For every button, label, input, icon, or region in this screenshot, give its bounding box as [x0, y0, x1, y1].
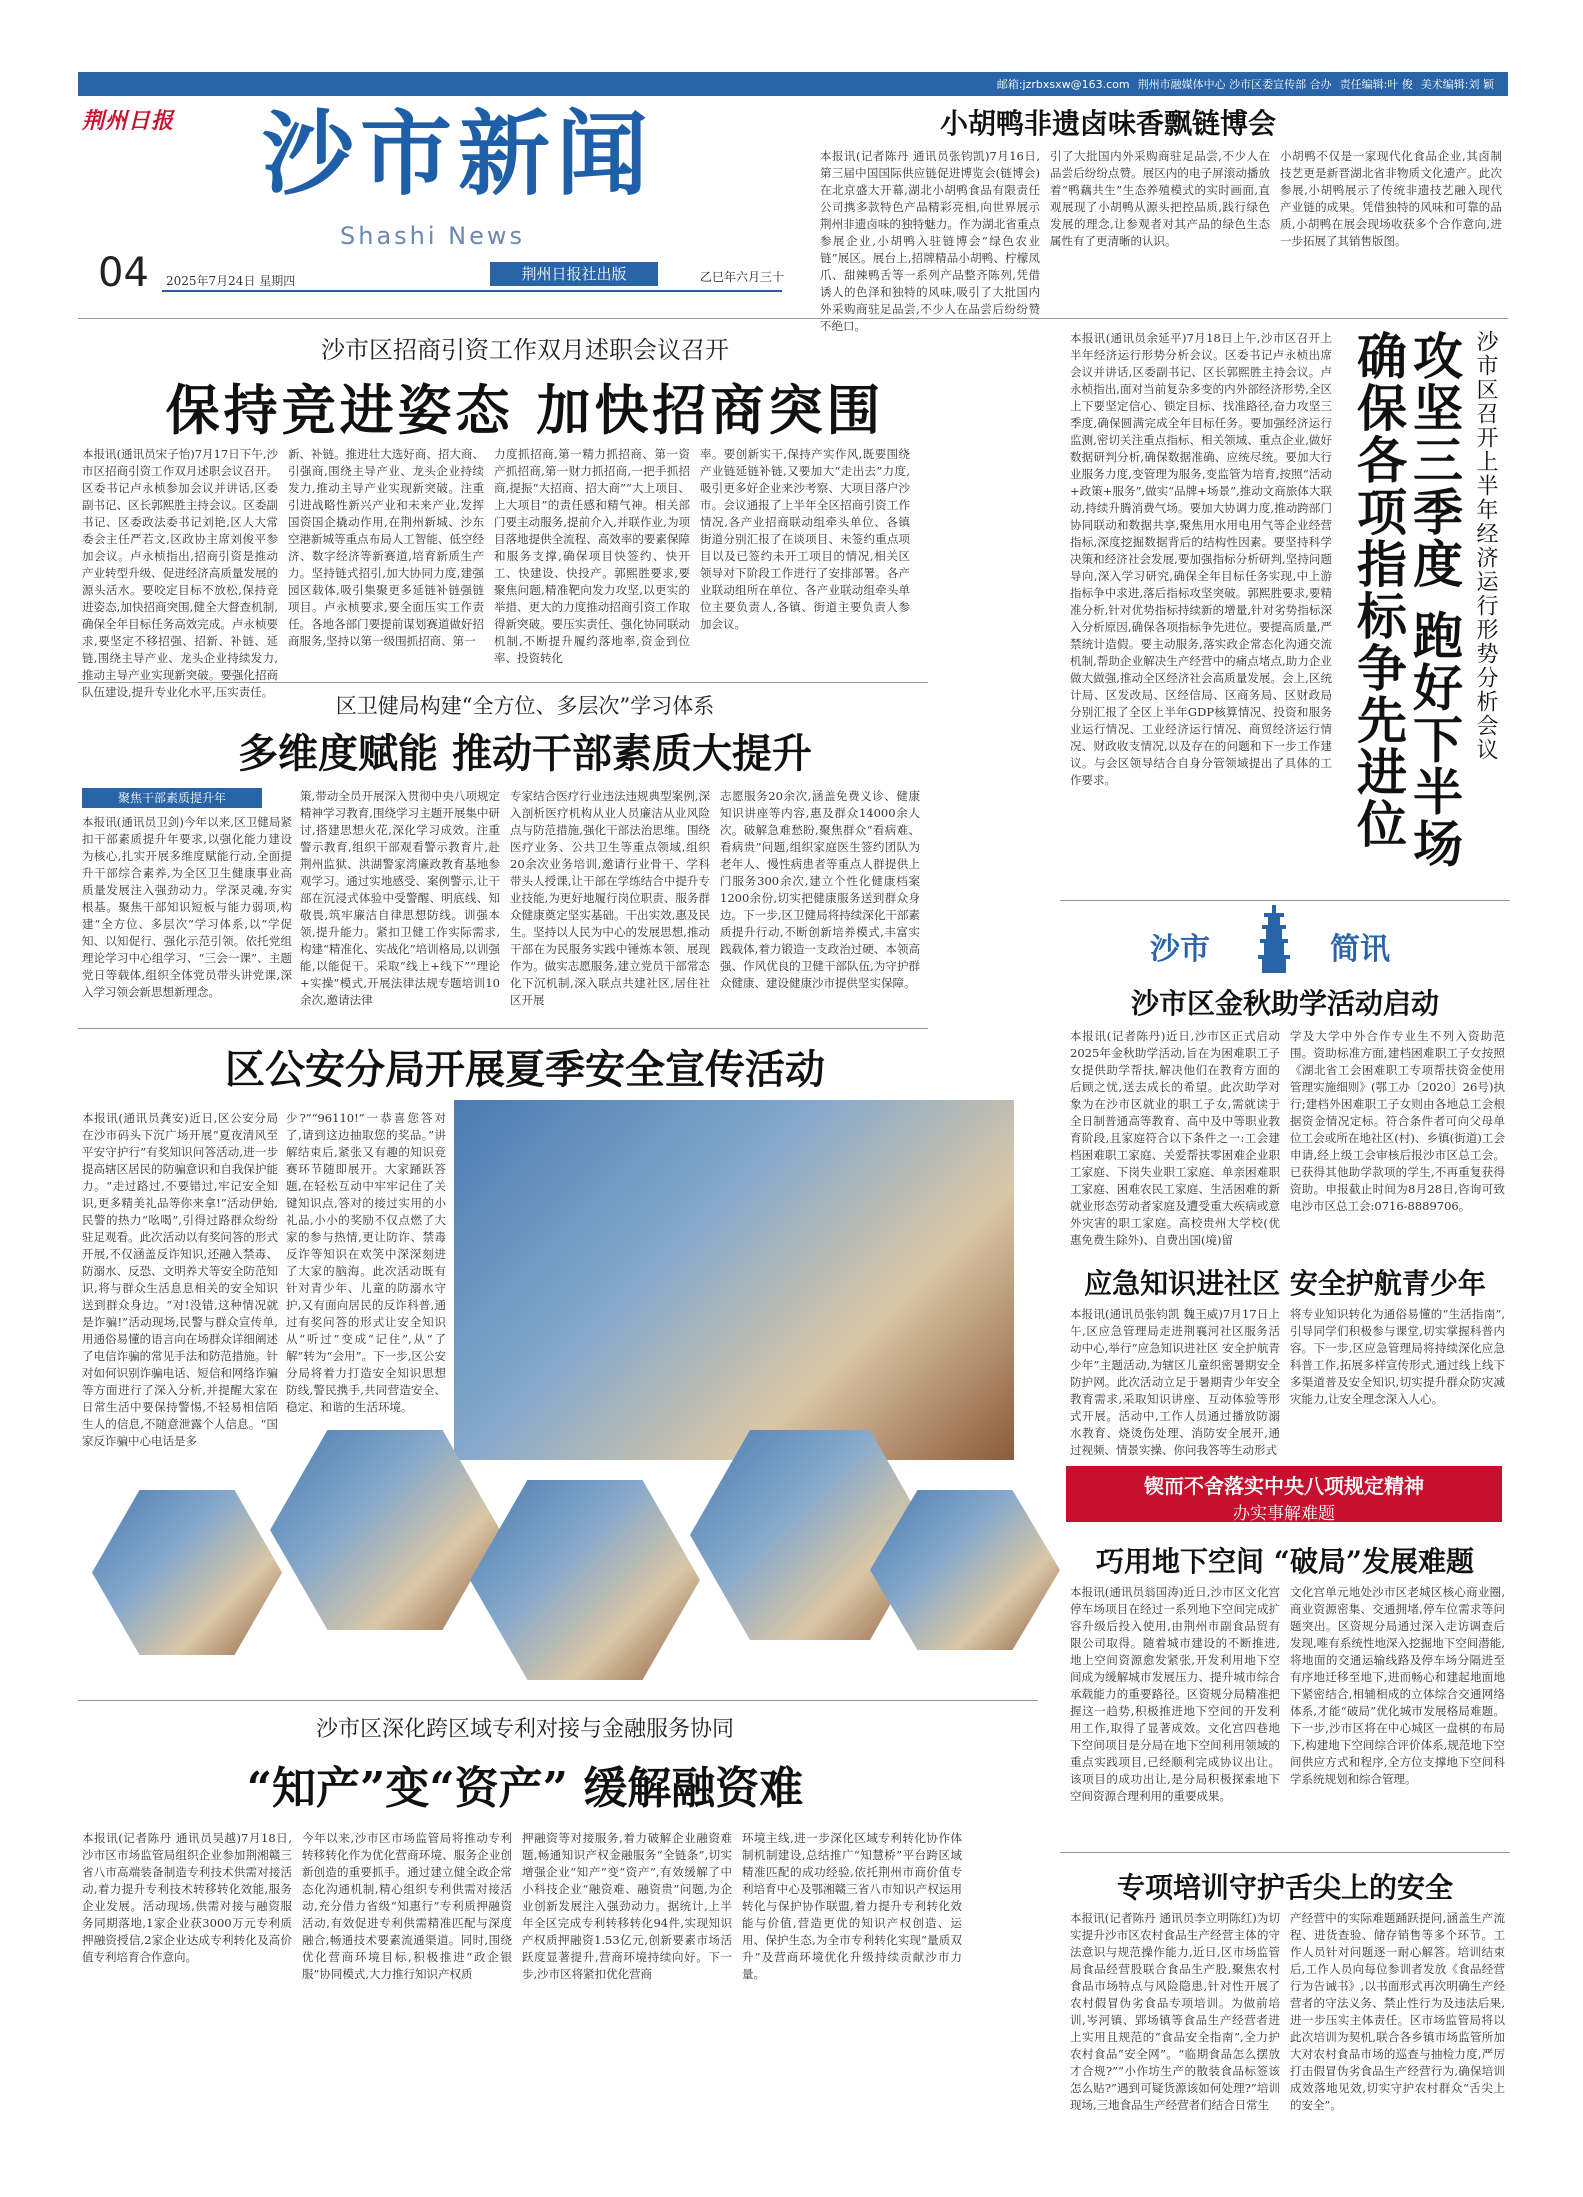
page-title: 沙市新闻: [262, 100, 655, 208]
duck-col3: 小胡鸭不仅是一家现代化食品企业,其卤制技艺更是新晋湖北省非物质文化遗产。此次参展,小胡鸭展示了传统非遗技艺融入现代产业链的成果。凭借独特的风味和可靠的品质,小胡鸭在展会现场收获多个合作意向,进一步拓展了其销售版图。: [1280, 149, 1502, 248]
header-rule: [162, 290, 782, 292]
email-text: 邮箱:jzrbxsxw@163.com: [996, 78, 1130, 91]
page-number: 04: [98, 250, 149, 296]
brief-label-left: 沙市: [1150, 932, 1210, 967]
study-tag: 聚焦干部素质提升年: [82, 788, 262, 808]
patent-headline: “知产”变“资产” 缓解融资难: [246, 1763, 804, 1814]
food-headline: 专项培训守护舌尖上的安全: [1116, 1871, 1453, 1904]
police-col2: 少?”“96110!”一恭喜您答对了,请到这边抽取您的奖品。”讲解结束后,紧张又有趣的知识竞赛环节随即展开。大家踊跃答题,在轻松互动中牢牢记住了关键知识点,答对的接过实用的小礼品,小小的奖励不仅点燃了大家的参与热情,更让防诈、禁毒反诈等知识在欢笑中深深刻进了大家的脑海。此次活动既有针对青少年、儿童的防溺水守护,又有面向居民的反诈科普,通过有奖问答的形式让安全知识从“听过”变成“记住”,从“了解”转为“会用”。下一步,区公安分局将着力打造安全知识思想防线,警民携手,共同营造安全、稳定、和谐的生活环境。: [286, 1111, 446, 1414]
patent-col4: 环境主线,进一步深化区域专利转化协作体制机制建设,总结推广“知慧桥”平台跨区域精准匹配的成功经验,依托荆州市商价值专利培育中心及鄂湘赣三省八市知识产权运用转化与保护协作联盟,着力提升专利转化效能与价值,营造更优的知识产权创造、运用、保护生态,为全市专利转化实现“量质双升”及营商环境优化升级持续贡献沙市力量。: [742, 1831, 962, 1981]
police-col1: 本报讯(通讯员龚安)近日,区公安分局在沙市码头下沉广场开展“夏夜清风至 平安守护行”有奖知识问答活动,进一步提高辖区居民的防骗意识和自我保护能力。“走过路过,不要错过,牢记安全知识,更多精美礼品等你来拿!”活动伊始,民警的热力“吆喝”,引得过路群众纷纷驻足观看。此次活动以有奖问答的形式开展,不仅涵盖反诈知识,还融入禁毒、防溺水、反恐、文明养犬等安全防范知识,将与群众生活息息相关的安全知识送到群众身边。“对!没错,这种情况就是诈骗!”活动现场,民警与群众宣传单,用通俗易懂的语言向在场群众详细阐述了电信诈骗的常见手法和防范措施。针对如何识别诈骗电话、短信和网络诈骗等方面进行了深入分析,并提醒大家在日常生活中要保持警惕,不轻易相信陌生人的信息,不随意泄露个人信息。“国家反诈骗中心电话是多: [82, 1111, 278, 1448]
campaign-banner: [1066, 1466, 1502, 1522]
invest-kicker: 沙市区招商引资工作双月述职会议召开: [321, 336, 729, 364]
patent-kicker: 沙市区深化跨区域专利对接与金融服务协同: [315, 1717, 734, 1742]
econ-body: 本报讯(通讯员余延平)7月18日上午,沙市区召开上半年经济运行形势分析会议。区委书记卢永桢出席会议并讲话,区委副书记、区长郭熙胜主持会议。卢永桢指出,面对当前复杂多变的内外部经济形势,全区上下要坚定信心、锁定目标、找准路径,奋力攻坚三季度,确保圆满完成全年目标任务。要加强经济运行监测,密切关注重点指标、相关领域、重点企业,做好数据研判分析,确保数据准确、应统尽统。要加大行业服务力度,变管理为服务,变监管为培育,按照“活动+政策+服务”,做实“品牌+场景”,推动文商旅体大联动,持续升腾消费气场。要加大协调力度,推动跨部门协同联动和数据共享,聚焦用水用电用气等企业经营指标,深度挖掘数据背后的结构性因素。要坚持科学决策和经济社会发展,要加强指标分析研判,坚持问题导向,深入学习研究,确保全年目标任务实现,中上游指标争中求进,落后指标攻坚突破。郭熙胜要求,要精准分析,针对优势指标持续新的增量,针对劣势指标深入分析原因,确保各项指标争先进位。要提高质量,严禁统计造假。要主动服务,落实政企常态化沟通交流机制,帮助企业解决生产经营中的痛点堵点,助力企业做大做强,推动全区经济社会高质量发展。会上,区统计局、区发改局、区经信局、区商务局、区财政局分别汇报了全区上半年GDP核算情况、投资和服务业运行情况、工业经济运行情况、商贸经济运行情况、财政收支情况,以及存在的问题和下一步工作建议。与会区领导结合自身分管领域提出了具体的工作要求。: [1070, 331, 1332, 787]
underground-headline: 巧用地下空间 “破局”发展难题: [1096, 1545, 1474, 1578]
duck-col1: 本报讯(记者陈丹 通讯员张钧凯)7月16日,第三届中国国际供应链促进博览会(链博会)在北京盛大开幕,湖北小胡鸭食品有限责任公司携多款特色产品精彩亮相,向世界展示荆州非遗卤味的独特魅力。作为湖北省重点参展企业,小胡鸭入驻链博会“绿色农业链”展区。展台上,招牌精品小胡鸭、柠檬凤爪、甜辣鸭舌等一系列产品整齐陈列,凭借诱人的色泽和独特的风味,吸引了大批国内外采购商驻足品尝,不少人在品尝后纷纷赞不绝口。: [820, 149, 1040, 333]
banner-bottom-text: 办实事解难题: [1233, 1504, 1335, 1524]
invest-col3: 力度抓招商,第一精力抓招商、第一资产抓招商,第一财力抓招商,一把手抓招商,提振“大招商、招大商”“大上项目、上大项目”的责任感和精气神。相关部门要主动服务,提前介入,并联作业,为项目落地提供全流程、高效率的要素保障和服务支撑,确保项目快签约、快开工、快建设、快投产。郭熙胜要求,要聚焦问题,精准靶向发力攻坚,以更实的举措、更大的力度推动招商引资工作取得新突破。要压实责任、强化协同联动机制,不断提升履约落地率,资金到位率、投资转化: [494, 447, 690, 665]
police-photo-main: [454, 1100, 1014, 1460]
emergency-headline: 应急知识进社区 安全护航青少年: [1084, 1267, 1486, 1300]
study-col1: 本报讯(通讯员卫剑)今年以来,区卫健局紧扣干部素质提升年要求,以强化能力建设为核心,扎实开展多维度赋能行动,全面提升干部综合素养,为全区卫生健康事业高质量发展注入强劲动力。学深灵魂,夯实根基。聚焦干部知识短板与能力弱项,构建“全方位、多层次”学习体系,以“学促知、以知促行、强化示范引领。依托党组理论学习中心组学习、“三会一课”、主题党日等载体,组织全体党员带头讲党课,深入学习领会新思想新理念。: [82, 815, 292, 999]
patent-col2: 今年以来,沙市区市场监管局将推动专利转移转化作为优化营商环境、服务企业创新创造的重要抓手。通过建立健全政企常态化沟通机制,精心组织专利供需对接活动,充分借力省级“知惠行”专利质押融资活动,有效促进专利供需精准匹配与深度融合,畅通技术要素流通渠道。同时,围绕优化营商环境目标,积极推进“政企银服”协同模式,大力推行知识产权质: [302, 1831, 512, 1981]
invest-headline: 保持竞进姿态 加快招商突围: [165, 378, 885, 442]
art-editor-text: 美术编辑:刘 颖: [1420, 78, 1494, 91]
study-col4: 志愿服务20余次,涵盖免费义诊、健康知识讲座等内容,惠及群众14000余人次。破解急难愁盼,聚焦群众“看病难、看病贵”问题,组织家庭医生签约团队为老年人、慢性病患者等重点人群提供上门服务300余次,建立个性化健康档案1200余份,切实把健康服务送到群众身边。下一步,区卫健局将持续深化干部素质提升行动,不断创新培养模式,丰富实践载体,着力锻造一支政治过硬、本领高强、作风优良的卫健干部队伍,为守护群众健康、建设健康沙市提供坚实保障。: [720, 789, 920, 990]
autumn-headline: 沙市区金秋助学活动启动: [1130, 987, 1439, 1020]
publisher-box: 荆州日报社出版: [490, 262, 658, 286]
duck-col2: 引了大批国内外采购商驻足品尝,不少人在品尝后纷纷点赞。展区内的电子屏滚动播放着“鸭藕共生”生态养殖模式的实时画面,直观展现了小胡鸭从源头把控品质,践行绿色发展的理念,让参观者对其产品的绿色生态属性有了更清晰的认识。: [1050, 149, 1270, 248]
police-headline: 区公安分局开展夏季安全宣传活动: [225, 1046, 825, 1093]
study-kicker: 区卫健局构建“全方位、多层次”学习体系: [335, 694, 715, 718]
editor-text: 责任编辑:叶 俊: [1339, 78, 1413, 91]
underground-col2: 文化宫单元地处沙市区老城区核心商业圈,商业资源密集、交通拥堵,停车位需求等问题突出。区资规分局通过深入走访调查后发现,唯有系统性地深入挖掘地下空间潜能,将地面的交通运输线路及停车场分隔进至有序地迁移至地下,进而畅心和建起地面地下紧密结合,相辅相成的立体综合交通网络体系,才能“破局”优化城市发展格局难题。下一步,沙市区将在中心城区一盘棋的布局下,构建地下空间综合评价体系,规范地下空间供应方式和程序,全方位支撑地下空间科学系统规划和综合管理。: [1290, 1585, 1505, 1786]
econ-side-kicker: 沙市区召开上半年经济运行形势分析会议: [1473, 330, 1498, 762]
police-photo-hex-2: [270, 1430, 500, 1630]
issue-date: 2025年7月24日 星期四: [166, 274, 296, 288]
food-col1: 本报讯(记者陈丹 通讯员李立明陈红)为切实提升沙市区农村食品生产经营主体的守法意识与规范操作能力,近日,区市场监管局食品经营股联合食品生产股,聚焦农村食品市场特点与风险隐患,针对性开展了农村假冒伪劣食品专项培训。为做前培训,岑河镇、郢场镇等食品生产经营者进上实用且规范的“食品安全指南”,全力护农村食品“安全网”。“临期食品怎么摆放才合规?”“小作坊生产的散装食品标签该怎么贴?”遇到可疑货源该如何处理?”培训现场,三地食品生产经营者们结合日常生: [1070, 1911, 1280, 2112]
brief-label-right: 简讯: [1330, 932, 1390, 967]
divider: [78, 1700, 1038, 1701]
divider: [78, 318, 1508, 319]
divider: [78, 1028, 928, 1029]
study-col2: 策,带动全员开展深入贯彻中央八项规定精神学习教育,围绕学习主题开展集中研讨,搭建思想火花,深化学习成效。注重警示教育,组织干部观看警示教育片,赴荆州监狱、洪湖警家湾廉政教育基地参观学习。通过实地感受、案例警示,让干部在沉浸式体验中受警醒、明底线、知敬畏,筑牢廉洁自律思想防线。训强本领,提升能力。紧扣卫健工作实际需求,构建“精准化、实战化”培训格局,以训强能,以能促干。采取“线上+线下”“理论+实操”模式,开展法律法规专题培训10余次,邀请法律: [300, 789, 500, 1007]
divider: [1060, 900, 1510, 901]
invest-col2: 新、补链。推进壮大选好商、招大商、引强商,围绕主导产业、龙头企业持续发力,推动主导产业实现新突破。注重引进战略性新兴产业和未来产业,发挥国资国企撬动作用,在荆州新城、沙东空港新城等重点布局人工智能、低空经济、数字经济等新赛道,培育新质生产力。坚持链式招引,加大协同力度,建强园区载体,吸引集聚更多延链补链强链项目。卢永桢要求,要全面压实工作责任。各地各部门要提前谋划赛道做好招商服务,坚持以第一级围抓招商、第一: [288, 447, 484, 648]
emergency-col2: 将专业知识转化为通俗易懂的“生活指南”,引导同学们积极参与课堂,切实掌握科普内容。下一步,区应急管理局将持续深化应急科普工作,拓展多样宣传形式,通过线上线下多渠道普及安全知识,切实提升群众防灾减灾能力,让安全理念深入人心。: [1290, 1307, 1505, 1406]
masthead-bar: [78, 72, 1508, 96]
banner-top-text: 锲而不舍落实中央八项规定精神: [1144, 1474, 1424, 1498]
emergency-col1: 本报讯(通讯员张钧凯 魏王威)7月17日上午,区应急管理局走进荆襄河社区服务活动中心,举行“应急知识进社区 安全护航青少年”主题活动,为辖区儿童织密暑期安全防护网。此次活动立足于暑期青少年安全教育需求,采取知识讲座、互动体验等形式开展。活动中,工作人员通过播放防溺水教育、烧烫伤处理、消防安全展开,通过视频、情景实操、你问我答等生动形式: [1070, 1307, 1280, 1457]
invest-col4: 率。要创新实干,保持产实作风,既要围绕产业链延链补链,又要加大“走出去”力度,吸引更多好企业来沙考察、大项目落户沙市。会议通报了上半年全区招商引资工作情况,各产业招商联动组牵头单位、各镇街道分别汇报了在谈项目、未签约重点项目以及已签约未开工项目的情况,相关区领导对下阶段工作进行了安排部署。各产业联动组所在单位、各产业联动组牵头单位主要负责人,各镇、街道主要负责人参加会议。: [700, 447, 910, 631]
autumn-col2: 学及大学中外合作专业生不列入资助范围。资助标准方面,建档困难职工子女按照《湖北省工会困难职工专项帮扶资金使用管理实施细则》(鄂工办〔2020〕26号)执行;建档外困难职工子女则由各地总工会根据资金情况定标。符合条件者可向父母单位工会或所在地社区(村)、乡镇(街道)工会申请,经上级工会审核后报沙市区总工会。已获得其他助学款项的学生,不再重复获得资助。申报截止时间为8月28日,咨询可致电沙市区总工会:0716-8889706。: [1290, 1029, 1505, 1213]
newspaper-logo: 荆州日报: [82, 108, 175, 134]
duck-headline: 小胡鸭非遗卤味香飘链博会: [940, 107, 1277, 140]
study-col3: 专家结合医疗行业违法违规典型案例,深入剖析医疗机构从业人员廉洁从业风险点与防范措施,强化干部法治思维。围绕医疗业务、公共卫生等重点领域,组织20余次业务培训,邀请行业骨干、学科带头人授课,让干部在学练结合中提升专业技能,为更好地履行岗位职责、服务群众健康奠定坚实基础。干出实效,惠及民生。坚持以人民为中心的发展思想,推动干部在为民服务实践中锤炼本领、展现作为。做实志愿服务,建立党员干部常态化下沉机制,深入联点共建社区,居住社区开展: [510, 789, 710, 1007]
pagoda-icon: [1252, 905, 1296, 975]
patent-col3: 押融资等对接服务,着力破解企业融资难题,畅通知识产权金融服务“全链条”,切实增强企业“知产”变“资产”,有效缓解了中小科技企业“融资难、融资贵”问题,为企业创新发展注入强劲动力。据统计,上半年全区完成专利转移转化94件,实现知识产权质押融资1.53亿元,创新要素市场活跃度显著提升,营商环境持续向好。下一步,沙市区将紧扣优化营商: [522, 1831, 732, 1981]
study-headline: 多维度赋能 推动干部素质大提升: [238, 730, 812, 777]
invest-col1: 本报讯(通讯员宋子怡)7月17日下午,沙市区招商引资工作双月述职会议召开。区委书记卢永桢参加会议并讲话,区委副书记、区长郭熙胜主持会议。区委副书记、区委政法委书记刘艳,区人大常委会主任严若文,区政协主席刘俊平参加会议。卢永桢指出,招商引资是推动产业转型升级、促进经济高质量发展的源头活水。要咬定目标不放松,保持竞进姿态,加快招商突围,健全大督查机制,确保全年目标任务高效完成。卢永桢要求,要坚定不移招强、招新、补链、延链,围绕主导产业、龙头企业持续发力,推动主导产业实现新突破。要强化招商队伍建设,提升专业化水平,压实责任。: [82, 447, 278, 699]
divider: [78, 682, 928, 683]
sponsor-text: 荆州市融媒体中心 沙市区委宣传部 合办: [1137, 78, 1332, 91]
patent-col1: 本报讯(记者陈丹 通讯员吴越)7月18日,沙市区市场监管局组织企业参加荆湘赣三省八市高端装备制造专利技术供需对接活动,着力提升专利技术转移转化效能,服务企业发展。活动现场,供需对接与融资服务同期落地,1家企业获3000万元专利质押融资授信,2家企业达成专利转化及高价值专利培育合作意向。: [82, 1831, 292, 1964]
lunar-date: 乙巳年六月三十: [700, 270, 785, 284]
page-title-en: Shashi News: [340, 222, 526, 250]
divider: [1060, 1852, 1510, 1853]
autumn-col1: 本报讯(记者陈丹)近日,沙市区正式启动2025年金秋助学活动,旨在为困难职工子女提供助学帮扶,解决他们在教育方面的后顾之忧,送去成长的希望。此次助学对象为在沙市区就业的职工子女,需就读于全日制普通高等教育、高中及中等职业教育阶段,且家庭符合以下条件之一:工会建档困难职工家庭、关爱帮扶零困难企业职工家庭、下岗失业职工家庭、单亲困难职工家庭、困难农民工家庭、生活困难的新就业形态劳动者家庭及遭受重大疾病或意外灾害的职工家庭。高校贵州大学校(优惠免费生除外)、自费出国(境)留: [1070, 1029, 1280, 1247]
police-photo-hex-1: [92, 1490, 282, 1655]
econ-headline: 攻坚三季度 跑好下半场 确保各项指标争先进位: [1349, 330, 1464, 870]
police-photo-hex-3: [470, 1480, 700, 1680]
underground-col1: 本报讯(通讯员翁国涛)近日,沙市区文化宫停车场项目在经过一系列地下空间完成扩容升级后投入使用,由荆州市副食品贸有限公司取得。随着城市建设的不断推进,地上空间资源愈发紧张,开发利用地下空间成为缓解城市发展压力、提升城市综合承载能力的重要路径。区资规分局精准把握这一趋势,积极推进地下空间的开发利用工作,取得了显著成效。文化宫四巷地下空间项目是分局在地下空间利用领域的重点实践项目,已经顺利完成协议出让。该项目的成功出让,是分局积极探索地下空间资源合理利用的重要成果。: [1070, 1585, 1280, 1803]
food-col2: 产经营中的实际难题踊跃提问,涵盖生产流程、进货查验、储存销售等多个环节。工作人员针对问题逐一耐心解答。培训结束后,工作人员向每位参训者发放《食品经营行为告诫书》,以书面形式再次明确生产经营者的守法义务、禁止性行为及违法后果,进一步压实主体责任。区市场监管局将以此次培训为契机,联合各乡镇市场监管所加大对农村食品市场的巡查与抽检力度,严厉打击假冒伪劣食品生产经营行为,确保培训成效落地见效,切实守护农村群众“舌尖上的安全”。: [1290, 1911, 1505, 2112]
